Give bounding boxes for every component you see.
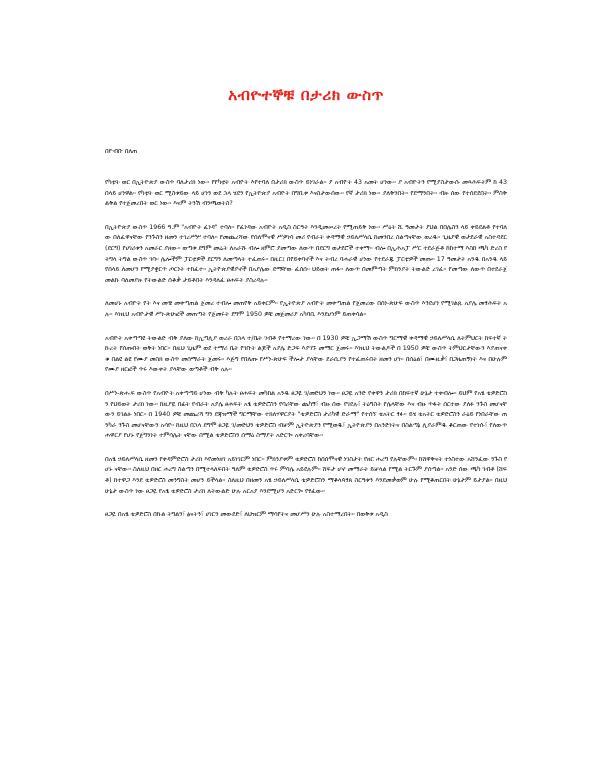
author-name: በዮብቡ በለጠ	[105, 148, 138, 155]
paragraph-1: የካቲት ወር በኢትዮጵያ ውስጥ ባለታሪክ ነው። የየካቲት አብዮት እየተባለ በታሪክ ውስጥ ይነገራል። ያ አብዮት 43 አመት ሆነው። ያ አብዮትን የሚያስታውሱ መጻሕፍትም ከ 43 በላይ ሆነዋል። የካቲት ወር ሚስቱይው ላይ ሆነን ወደ ኋላ ሄደን የኢትዮጵያ አብዮት በግቢቱ እናስታውሰው። የኛ ታሪክ ነው። ያለቅንበት። የደማንበት። ብዙ ሰው የተሰደደበት። ምስቅልቅል የተጀመረበት ወር ነው። እናም ትንሽ ብንጫወትስ?	[105, 179, 507, 208]
paragraph-6: በአፄ ኃይለሥላሴ ዘመን የቀዳምድሮስ ታሪክ እየመነዘገ አይነገርም ነበር። ምክንያቱም ቴዎድሮስ ከሰሰሞናዊ ነገስታት የዘር ሐረግ የሉቸውም። ከሸዋቅናት ተነስተው አሸንፈው ንጉስ የሆኑ ናቸው። ስለዚህ በዘር ሐረግ ስልጣን በሚተላለፍበት ዓለም ቴዎድሮስ ጥሩ ምሳሌ አይደሉም። ሸፍታ ሆኖ መማራት ይቻላል የሚል ትርጉም ያሰጣል። አንድ ሰው ጫካ ገብቶ (ሸፍቶ) ከተዋጋ እንደ ቴዎድሮስ መንግስት መሆን ይችላል። ስለዚህ በዘመን አፄ ኃይለሥላሴ ቴዎድሮስን ማቆላጳፃጸ ስርዓቱን እንደመቃወም ሁሉ የሚቆጠርበት ሁኔታም ይታያል። በዚህ ሁኔታ ውስጥ ነው ፀጋዬ የአፄ ቴዎድሮስ ታሪክ ለትውልድ ሁሉ አርአያ እንደሚሆን አድርጐ የፃፈው።	[105, 455, 507, 495]
paragraph-2: በኢትዮጵያ ውስጥ 1966 ዓ.ም "አብዮት ፈነዳ" ተባለ። የፈነዳው አብዮት አዲስ ስርዓት እንዲመሠረት የሚጠይቅ ነው። ሥዕት ሺ ዓመታት ያህል በበሌስን ላይ ቀይደልቶ የተባለው በለፈዋናቸው የንጉስን ዘመን ተገረሥሦ ተባለ። የመጨረሻው የሰለሞናዊ ሥዎነሳ መሪ የብራት ቀዳማዊ ኃይለሥላሴ ከመንበረ ስልጣናቸው ወረዱ። ጊዜያዊ ወታደራዊ አስተዳደር (ደርግ) የሀገሪቱን አመራር ያዘው። ወጣቱ ደግም መሬት ለአራሹ ብሎ ዘምሮ ያመጣው ለውጥ በደርግ ወታደሮች ተቀማ። ብሎ በኢሕአፓ ሥር ተደራጅቶ ከከተማ እስከ ጫካ ድረስ የትግላ ትግል ውስጥ ገባ። ሌሎችም ፓርቲዎች ደርግን ለመጣላት ተፈጠሩ። በዚር፤ በየይቀባኖች እና ትብረ ባሐራዊ ሆነው የተደራጁ ፓርቲዎች መጡ። 17 ዓመታት አንዱ በአንዱ ላይ የሰላይ ለመሆን የሚያቋርጥ ጦርነት ተከፈተ። ኢትዮጵያዊያኖች በአያሌው ደማቸው ፈሰሰ። ህይወት ጠፋ። ለውጥ በመምጣት ምክንያት ትውልድ ረገፈ። የመጣው ለውጥ በተደራጀ መልኩ ባለመያዙ የትውልድ ሰቆቃ ታይቶበት እንዳለፈ ፀሐፍት ያስረዳሉ።	[105, 223, 507, 284]
paragraph-4: አብዮት አቀጣጣዩ ትውልድ ብቅ ያለው ከኢጣሊያ ወረራ በኋላ ተ/ቤት ገብቶ የተማረው ነው። በ 1930 ዎቹ ኢጋማሽ ውስጥ ግርማዊ ቀዳማዊ ኃይለሥላሴ ለትምህርት ከፍተኛ ትኩረት የሰጡበት ወቅት ነበር። በዚህ ጊዜም ወደ ተማሪ ቤት የገቡት ልጆች አያሌ ድጋፍ እያገኙ መማር ጀመሩ። እነዚህ ትውልዶች በ 1950 ዎቹ ውስጥ ትምህርታቸውን እያጠናቀቁ በልዩ ልዩ የሙያ መስክ ውስጥ መሰማራት ጀመሩ። እጅግ የበለጡ የሥነ-ጽሁፍ ችሎታ ያላቸው ደራሲያን የተፈጠሩበት ዘመን ሆነ። በሰዕል፣ በሙዚቃ፣ በጋዜጠኝነት እና በሁሉም የሙያ ዘርፎች ጥሩ እውቀት ያላቸው ወጣቶች ብቅ አሉ።	[105, 334, 507, 374]
document-body	[105, 178, 507, 521]
document-title: አብዮተኞቹ በታሪክ ውስጥ	[228, 86, 384, 104]
paragraph-5: በሥነ-ጽሑፍ ውስጥ የአብዮት አቀጣጣይ ሆነው ብቅ ካሉት ፀሐፍት መካከል አንዱ ፀጋዬ ገ/መድህን ነው። ፀጋዬ አንድ የቀዋን ታሪክ በከፍተኛ ሁኔታ ተቀብሎ። ይህም የአፄ ቴዎድሮስን የህይወት ታሪክ ነው። ከዚያዬ በፊት የብራት አያሌ ፀሐፍት አፄ ቴዎድሮስን የባሪቸው ጨካኝ፣ ብዙ ሰው የገደሉ፣ ትዕግስት የሌላቸው እና ብዙ ጥፋት ሰርተው ያለፉ ንጉስ መሆናቸውን ይገልፁ ነበር። በ 1940 ዎቹ መጨረሻ ግን ደጃዝማች ግርማቸው ተክለሃዋርያት "ቴዎድሮስ ታሪካዊ ድራማ" የተሰኘ ቴአትር ፃፉ። ይሄ ቴአትር ቴዎድሮስን ራዕይ የነበራቸው ጠንካራ ንጉስ መሆናቸውን አሳየ። ከዚህ በኋላ ደግሞ ፀጋዬ ገ/መድህን ቴዎድሮስ ብቻም ኢትዮጵያን የሚወዱ፣ ኢትዮጵያን በአንድነትና በስልጣኔ ሊያራምዱ ቆርጠው የተነሱ፣ የለውጥ ሐዋርያ የሆኑ የጀግንነት ተምሳሌት ናቸው በሚል ቴዎድሮስን ሰማዕ ስማያት አድርጐ አቀረባቸው።	[105, 389, 507, 440]
paragraph-7: ፀጋዬ በአፄ ቴዎድሮስ በኩል ትግልን፣ ፅናትን፣ ሀገርን መውደድ፣ ለህዝርም ማሳየትና መሆሥን ሁሉ አስተማረበት። በወቅቱ አዲስ	[105, 511, 388, 519]
paragraph-3: ለመሆኑ አብዮት የት እና መቼ መቀጣጠል ጀመረ ተብሎ መጠየቅ አይቀርም። የኢትዮጵያ አብዮት መቀጣጠል የጀመረው በሰነ-ጽሁፍ ውስጥ እንደሆነ የሚገልጹ አያሌ መፃሕፍት አሉ። እነዚህ አብዮታዊ ሥነ-ጽሁፎች መጠጣት የጀመሩት ደግሞ 1950 ዎቹ መጀመሪያ አካባቢ እንደሆነም ይጠቀሳል።	[105, 300, 507, 318]
